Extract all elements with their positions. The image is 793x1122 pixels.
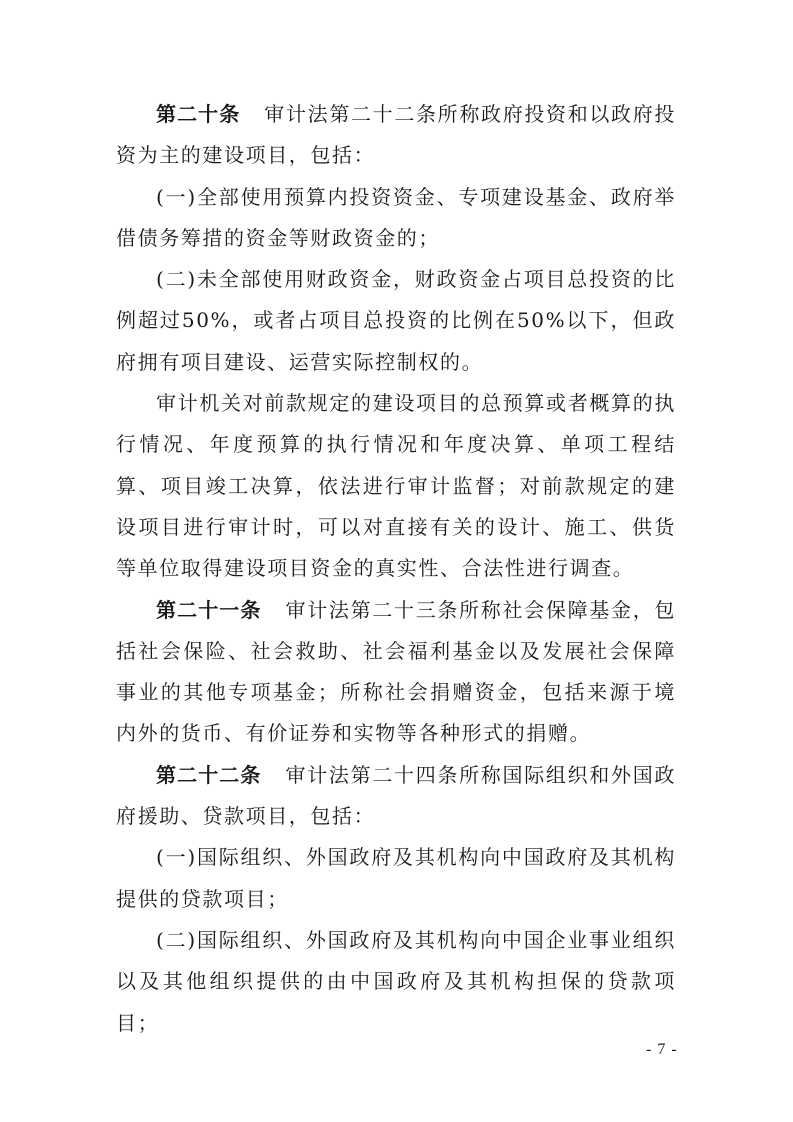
article-20-item-1: (一)全部使用预算内投资资金、专项建设基金、政府举借债务筹措的资金等财政资金的； bbox=[116, 184, 676, 250]
article-20-paragraph-2: 审计机关对前款规定的建设项目的总预算或者概算的执行情况、年度预算的执行情况和年度决算、单项工程结算、项目竣工决算，依法进行审计监督；对前款规定的建设项目进行审计时，可以对直接有关的设计、施工、供货等单位取得建设项目资金的真实性、合法性进行调查。 bbox=[116, 391, 676, 581]
article-21-intro bbox=[116, 590, 676, 755]
article-21-heading: 第二十一条 bbox=[156, 597, 262, 622]
document-body bbox=[116, 94, 676, 1044]
article-22-heading: 第二十二条 bbox=[156, 762, 262, 787]
article-20-heading: 第二十条 bbox=[156, 102, 241, 126]
article-22-item-1: (一)国际组织、外国政府及其机构向中国政府及其机构提供的贷款项目； bbox=[116, 845, 676, 911]
article-22-intro bbox=[116, 755, 676, 838]
article-20-intro bbox=[116, 94, 676, 177]
article-21-text: 审计法第二十三条所称社会保障基金，包括社会保险、社会救助、社会福利基金以及发展社会保障事业的其他专项基金；所称社会捐赠资金，包括来源于境内外的货币、有价证券和实物等各种形式的捐赠。 bbox=[116, 597, 676, 746]
article-22-text: 审计法第二十四条所称国际组织和外国政府援助、贷款项目，包括： bbox=[116, 762, 676, 829]
page-number: - 7 - bbox=[646, 1041, 678, 1058]
article-20-item-2: (二)未全部使用财政资金，财政资金占项目总投资的比例超过50%，或者占项目总投资的比例在50%以下，但政府拥有项目建设、运营实际控制权的。 bbox=[116, 267, 676, 374]
article-20-text: 审计法第二十二条所称政府投资和以政府投资为主的建设项目，包括： bbox=[116, 102, 677, 168]
article-22-item-2: (二)国际组织、外国政府及其机构向中国企业事业组织以及其他组织提供的由中国政府及其机构担保的贷款项目； bbox=[116, 927, 676, 1035]
